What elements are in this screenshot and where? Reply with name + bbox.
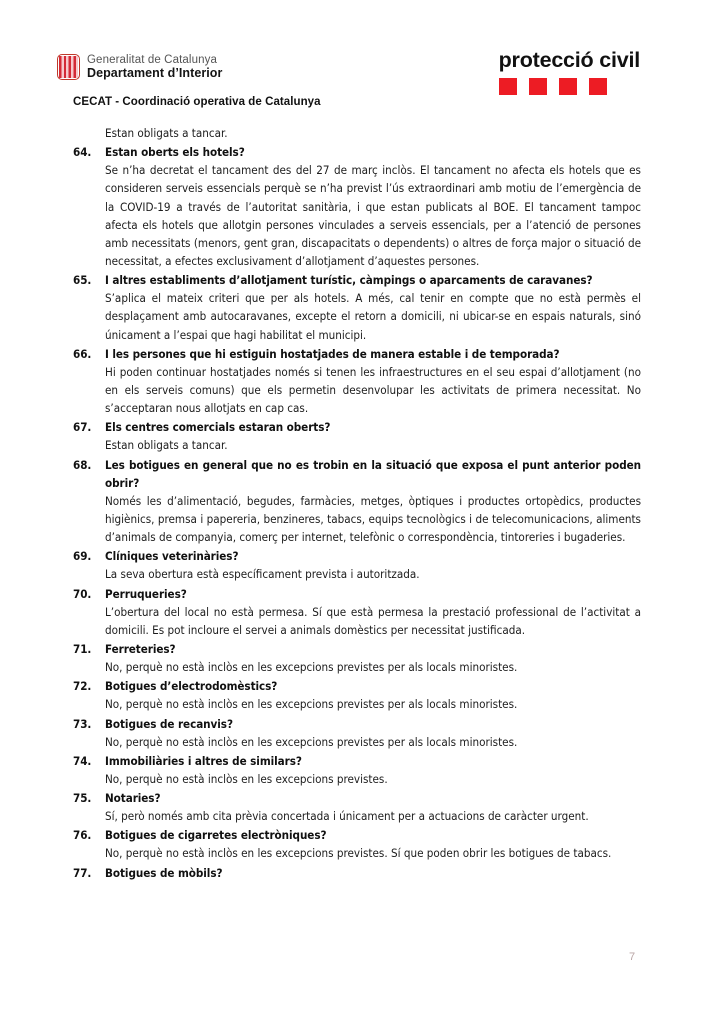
page-number: 7 [629, 951, 636, 963]
faq-answer-text: Estan obligats a tancar. [105, 438, 228, 453]
faq-answer-text: No, perquè no està inclòs en les excepcions previstes per als locals minoristes. [105, 734, 518, 749]
faq-question-text: Estan oberts els hotels? [105, 145, 245, 160]
red-square-icon [499, 78, 517, 95]
faq-answer-text: L’obertura del local no està permesa. Sí que està permesa la prestació professional de l’activitat a domicili. Es pot incloure el servei a animals domèstics per necessitat justificada. [105, 604, 641, 637]
faq-question-row [73, 677, 641, 695]
faq-item [73, 143, 641, 270]
senyera-stripes [59, 56, 78, 78]
faq-answer-text: La seva obertura està específicament prevista i autoritzada. [105, 567, 420, 582]
faq-question-text: Notaries? [105, 791, 161, 806]
senyera-flag-icon [57, 54, 80, 80]
faq-item [73, 752, 641, 788]
faq-question-row [73, 864, 641, 882]
faq-question-text: I les persones que hi estiguin hostatjades de manera estable i de temporada? [105, 346, 560, 361]
faq-item-number: 74. [73, 753, 92, 768]
faq-answer-text: S’aplica el mateix criteri que per als hotels. A més, cal tenir en compte que no està permès el desplaçament amb autocaravanes, excepte el retorn a domicili, ni ubicar-se en espais naturals, sinó únicament a l’espai que hagi habilitat el municipi. [105, 291, 641, 342]
red-square-icon [589, 78, 607, 95]
faq-question-row [73, 547, 641, 565]
proteccio-civil-logo-block [499, 50, 640, 95]
faq-question-row [73, 271, 641, 289]
faq-item [73, 418, 641, 454]
faq-item-number: 71. [73, 641, 92, 656]
faq-question-row [73, 143, 641, 161]
faq-item-number: 65. [73, 273, 92, 288]
faq-question-row [73, 585, 641, 603]
faq-question-text: I altres establiments d’allotjament turístic, càmpings o aparcaments de caravanes? [105, 273, 593, 288]
lead-answer-text: Estan obligats a tancar. [105, 126, 228, 140]
document-body [73, 124, 641, 882]
faq-item-number: 73. [73, 716, 92, 731]
faq-item-number: 69. [73, 549, 92, 564]
faq-question-row [73, 456, 641, 492]
faq-answer-text: Hi poden continuar hostatjades només si tenen les infraestructures en el seu espai d’allotjament (no en els serveis comuns) que els permetin desenvolupar les activitats de primera necessitat. No s’acceptaran nous allotjats en cap cas. [105, 364, 641, 416]
faq-question-text: Immobiliàries i altres de similars? [105, 753, 302, 768]
faq-item [73, 826, 641, 862]
faq-item-number: 70. [73, 586, 92, 601]
faq-question-row [73, 640, 641, 658]
faq-item-number: 76. [73, 828, 92, 843]
faq-question-text: Els centres comercials estaran oberts? [105, 420, 331, 435]
faq-question-text: Ferreteries? [105, 641, 176, 656]
faq-item-number: 77. [73, 865, 92, 880]
page-header [0, 0, 725, 108]
faq-question-text: Botigues de mòbils? [105, 865, 223, 880]
faq-question-text: Botigues de cigarretes electròniques? [105, 828, 327, 843]
faq-item-number: 66. [73, 346, 92, 361]
proteccio-civil-squares [499, 78, 640, 95]
faq-item-number: 72. [73, 679, 92, 694]
faq-item [73, 677, 641, 713]
faq-question-row [73, 715, 641, 733]
faq-answer-text: No, perquè no està inclòs en les excepcions previstes. [105, 771, 388, 786]
faq-item [73, 456, 641, 547]
faq-item-number: 75. [73, 791, 92, 806]
faq-answer-text: No, perquè no està inclòs en les excepcions previstes per als locals minoristes. [105, 660, 518, 675]
generalitat-line2: Departament d’Interior [87, 66, 223, 81]
faq-item-number: 64. [73, 145, 92, 160]
document-title: CECAT - Coordinació operativa de Catalunya [73, 96, 321, 108]
faq-item [73, 585, 641, 639]
red-square-icon [529, 78, 547, 95]
faq-answer-text: Se n’ha decretat el tancament des del 27 de març inclòs. El tancament no afecta els hotels que es consideren serveis essencials perquè se n’ha previst l’ús extraordinari amb motiu de l’emergència de la COVID-19 a través de l’autoritat sanitària, i que estan publicats al BOE. El tancament tampoc afecta els hotels que allotgin persones vinculades a serveis essencials, per a l’atenció de persones amb necessitats (menors, gent gran, discapacitats o dependents) o altres de força major o situació de necessitat, a efectes exclusivament d’allotjament d’aquestes persones. [105, 163, 641, 268]
faq-item [73, 547, 641, 583]
generalitat-logo-block [57, 54, 222, 81]
faq-item [73, 864, 641, 882]
generalitat-wordmark [87, 54, 222, 81]
red-square-icon [559, 78, 577, 95]
faq-question-text: Botigues de recanvis? [105, 716, 233, 731]
generalitat-line1: Generalitat de Catalunya [87, 54, 217, 66]
faq-question-row [73, 418, 641, 436]
faq-question-row [73, 789, 641, 807]
faq-question-row [73, 345, 641, 363]
faq-answer-text: No, perquè no està inclòs en les excepcions previstes per als locals minoristes. [105, 697, 518, 712]
proteccio-civil-wordmark: protecció civil [498, 48, 640, 72]
faq-question-text: Botigues d’electrodomèstics? [105, 679, 278, 694]
faq-list [73, 143, 641, 882]
faq-answer-text: Només les d’alimentació, begudes, farmàcies, metges, òptiques i productes ortopèdics, productes higiènics, premsa i papereria, benzineres, tabacs, equips tecnològics i de telecomunicacions, aliments d’animals de companyia, comerç per internet, telefònic o correspondència, tintoreries i bugaderies. [105, 493, 641, 545]
faq-question-text: Perruqueries? [105, 586, 187, 601]
faq-item [73, 640, 641, 676]
faq-question-text: Les botigues en general que no es trobin en la situació que exposa el punt anterior poden obrir? [105, 457, 641, 490]
faq-question-row [73, 826, 641, 844]
faq-item [73, 715, 641, 751]
faq-answer-text: No, perquè no està inclòs en les excepcions previstes. Sí que poden obrir les botigues de tabacs. [105, 846, 612, 861]
faq-question-text: Clíniques veterinàries? [105, 549, 239, 564]
faq-answer-text: Sí, però només amb cita prèvia concertada i únicament per a actuacions de caràcter urgent. [105, 809, 589, 824]
faq-item [73, 789, 641, 825]
faq-item [73, 345, 641, 418]
faq-question-row [73, 752, 641, 770]
faq-item [73, 271, 641, 344]
faq-item-number: 67. [73, 420, 92, 435]
faq-item-number: 68. [73, 457, 92, 472]
